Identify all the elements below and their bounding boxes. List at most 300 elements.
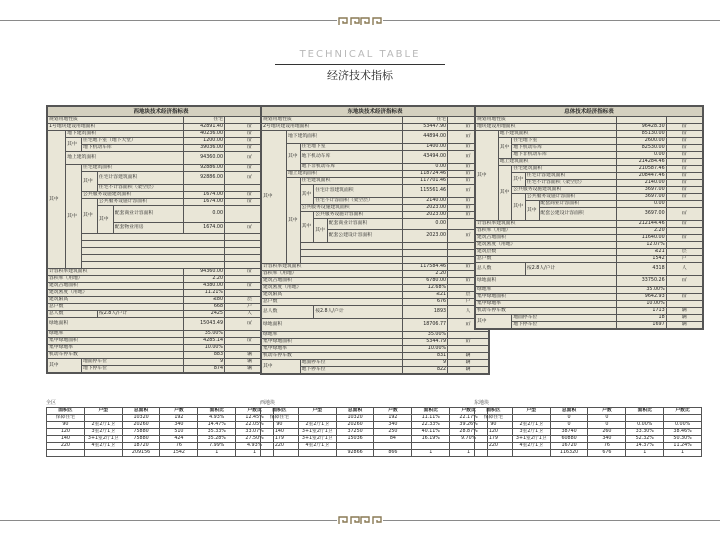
table-cell: 4室2厅1卫	[84, 443, 122, 450]
table-cell: 33750.26	[616, 276, 666, 287]
column-header: 户型	[512, 408, 550, 415]
west-unit-table	[260, 407, 488, 457]
table-cell: 20260	[336, 422, 374, 429]
table-cell: 绿地率	[476, 287, 617, 294]
column-header: 总面积	[550, 408, 588, 415]
table-cell: 规划用地性质	[48, 117, 184, 124]
table-cell: 公共服务设施计容面积	[97, 199, 183, 206]
table-cell: ㎡	[666, 276, 702, 287]
table-cell: 28.87%	[450, 429, 488, 436]
table-cell: 2600.00	[616, 138, 666, 145]
table-cell: 209156	[122, 450, 160, 457]
table-cell: 其中	[48, 359, 82, 373]
table-cell: ㎡	[225, 152, 275, 165]
table-row	[47, 436, 274, 443]
table-cell	[336, 443, 374, 450]
table-row	[261, 450, 488, 457]
table-cell: 866	[374, 450, 412, 457]
table-cell: 其中	[286, 178, 300, 264]
table-cell: 人	[225, 311, 275, 318]
table-cell: 集中绿地面积	[48, 338, 184, 345]
table-cell: 11640.00	[616, 235, 666, 242]
table-cell: 90	[47, 422, 85, 429]
east-unit-section	[474, 400, 702, 457]
table-cell: 1713	[616, 308, 666, 315]
west-table	[47, 106, 275, 373]
table-cell: 0.00	[616, 152, 666, 159]
table-cell: 27.50%	[236, 436, 274, 443]
table-cell: 住宅不计容面积（架空层）	[97, 185, 183, 192]
column-header: 户型	[298, 408, 336, 415]
table-cell: 0	[550, 422, 588, 429]
column-header: 户数比	[450, 408, 488, 415]
table-cell: 35.28%	[198, 436, 236, 443]
table-cell: 883	[184, 352, 225, 359]
table-cell: 其中	[66, 165, 82, 269]
table-cell: 地下非机动车库	[512, 152, 616, 159]
table-cell	[664, 415, 702, 422]
table-cell: 0	[588, 415, 626, 422]
table-cell: 集中绿地率	[48, 345, 184, 352]
table-row	[47, 415, 274, 422]
column-header: 面积比	[412, 408, 450, 415]
table-cell: 配套物业用房	[113, 223, 183, 234]
table-cell: 2.20	[402, 271, 447, 278]
table-cell: 39036.00	[184, 145, 225, 152]
table-cell: 76	[588, 443, 626, 450]
table-cell: 2023.00	[402, 212, 447, 219]
table-cell: 9	[184, 359, 225, 366]
table-cell	[412, 443, 450, 450]
table-cell: 3697.00	[616, 187, 666, 194]
table-cell: 510	[160, 429, 198, 436]
table-cell: 16720	[550, 443, 588, 450]
table-cell: 1	[626, 450, 664, 457]
table-cell: 层	[666, 249, 702, 256]
table-cell: 2140.00	[616, 180, 666, 187]
table-cell: 1	[664, 450, 702, 457]
table-cell: 2室2厅1卫	[298, 422, 336, 429]
table-cell: 住宅	[402, 117, 447, 124]
table-cell: 179	[475, 436, 513, 443]
table-cell: 建筑限高	[48, 297, 184, 304]
table-cell: 总人数	[48, 311, 98, 318]
table-cell: 82530.00	[616, 145, 666, 152]
table-cell: 建筑限高	[262, 292, 403, 299]
table-cell: 208447.46	[616, 173, 666, 180]
table-cell	[47, 450, 85, 457]
table-cell: ㎡	[666, 208, 702, 221]
table-cell: 地面停车位	[82, 359, 184, 366]
table-cell: 辆	[666, 315, 702, 322]
table-cell: 其中	[300, 212, 314, 243]
table-cell: 33.07%	[236, 429, 274, 436]
table-cell: 424	[160, 436, 198, 443]
table-cell: 10.00%	[616, 301, 666, 308]
all-unit-table	[46, 407, 274, 457]
table-cell	[261, 450, 299, 457]
table-cell: 保障住宅	[261, 415, 299, 422]
table-cell: 层	[448, 292, 489, 299]
table-cell: 配套公建设计容面积	[327, 230, 402, 243]
table-cell: 配套商业计容面积	[327, 219, 402, 230]
table-cell: 10.00%	[184, 345, 225, 352]
table-cell: 其中	[476, 315, 512, 329]
table-cell	[84, 415, 122, 422]
table-cell: 总户数	[48, 304, 184, 311]
table-cell: 115561.46	[402, 185, 447, 198]
table-cell: 建筑占地面积	[262, 278, 403, 285]
table-cell: 40.11%	[412, 429, 450, 436]
table-cell: 2室2厅1卫	[512, 422, 550, 429]
column-header: 面积区	[47, 408, 85, 415]
table-cell: 14.47%	[198, 422, 236, 429]
table-cell: ㎡	[666, 131, 702, 138]
table-cell: 0.00%	[664, 422, 702, 429]
table-row	[261, 422, 488, 429]
table-cell: 户	[666, 256, 702, 263]
table-cell: ㎡	[225, 124, 275, 131]
table-cell: 2.20	[616, 228, 666, 235]
table-cell: ≤80	[184, 297, 225, 304]
table-cell: 按2.8人/户计	[525, 263, 616, 276]
table-cell: 建筑层数	[476, 249, 617, 256]
table-cell: 214284.46	[616, 159, 666, 166]
table-cell: ㎡	[225, 283, 275, 290]
table-cell: 1400.00	[402, 144, 447, 151]
table-cell: 37250	[336, 429, 374, 436]
table-cell: 117584.46	[402, 264, 447, 271]
table-cell: 建筑密度（用地）	[476, 242, 617, 249]
table-cell: 192	[374, 415, 412, 422]
table-cell: 住宅不计容面积（架空层）	[525, 180, 616, 187]
table-cell: 其中	[512, 194, 526, 221]
table-cell: 140	[47, 436, 85, 443]
column-header: 户型	[84, 408, 122, 415]
table-cell: 地下停车位	[300, 367, 402, 374]
table-cell: 其中	[286, 144, 300, 171]
table-cell: ≤21	[616, 249, 666, 256]
table-cell: 保障住宅	[47, 415, 85, 422]
table-cell: 75880	[122, 436, 160, 443]
table-cell: ㎡	[666, 187, 702, 194]
table-cell: 117701.46	[402, 178, 447, 185]
table-cell: 地下建筑面积	[498, 131, 616, 138]
table-row	[475, 429, 702, 436]
table-cell: 其中	[314, 219, 328, 243]
table-cell: 2425	[184, 311, 225, 318]
table-row	[47, 443, 274, 450]
section-label: 东地块	[474, 400, 490, 406]
table-cell: 配套商业计容面积	[539, 201, 616, 208]
table-cell: 1674.00	[184, 192, 225, 199]
table-cell: 其中	[66, 138, 82, 152]
table-cell: 住宅	[184, 117, 225, 124]
table-cell: 3+1室2厅1卫	[84, 436, 122, 443]
table-row	[47, 422, 274, 429]
table-cell: 76	[160, 443, 198, 450]
table-cell	[374, 443, 412, 450]
table-cell: 总户数	[262, 299, 403, 306]
table-row	[47, 429, 274, 436]
column-header: 总面积	[336, 408, 374, 415]
table-cell: 地上建筑面积	[66, 152, 184, 165]
table-cell: 建筑占地面积	[476, 235, 617, 242]
table-cell: 220	[261, 443, 299, 450]
table-cell: 总人数	[262, 306, 314, 319]
table-cell: 1	[236, 450, 274, 457]
table-cell: 120	[475, 429, 513, 436]
table-cell: 52.32%	[626, 436, 664, 443]
table-row	[475, 450, 702, 457]
table-cell: 92886.00	[184, 165, 225, 172]
table-cell: 4.93%	[236, 443, 274, 450]
all-unit-section	[46, 400, 274, 457]
table-cell: 其中	[300, 185, 314, 205]
table-cell: 住宅地下室（地下大堂）	[82, 138, 184, 145]
table-cell: ㎡	[448, 205, 489, 212]
table-cell: 96428.30	[616, 124, 666, 131]
table-cell: 规划用地性质	[262, 117, 403, 124]
table-cell: 35.00%	[616, 287, 666, 294]
table-cell: 住宅计容建筑面积	[314, 185, 403, 198]
table-cell: 辆	[225, 352, 275, 359]
table-cell: 集中绿地率	[476, 301, 617, 308]
table-cell: 6780.00	[402, 278, 447, 285]
table-cell: 辆	[448, 360, 489, 367]
table-cell: 其中	[498, 138, 512, 159]
table-cell: 20260	[122, 422, 160, 429]
table-cell: 15036	[336, 436, 374, 443]
table-cell: 92866	[336, 450, 374, 457]
table-cell: 9.70%	[450, 436, 488, 443]
table-cell: 其中	[525, 201, 539, 221]
table-cell: ㎡	[448, 319, 489, 332]
table-cell: 44894.00	[402, 131, 447, 144]
table-cell: 192	[160, 415, 198, 422]
column-header: 面积比	[198, 408, 236, 415]
table-cell: 地上建筑面积	[286, 171, 402, 178]
table-cell: 其中	[498, 166, 512, 221]
table-cell: 公共服务设施建筑面积	[512, 187, 616, 194]
table-cell: 3室2厅1卫	[84, 429, 122, 436]
table-cell: 公共服务设施计容面积	[314, 212, 403, 219]
table-cell: 3697.00	[616, 194, 666, 201]
table-cell: ㎡	[225, 145, 275, 152]
table-cell: 22.33%	[412, 422, 450, 429]
table-cell: 84	[374, 436, 412, 443]
table-cell: 60880	[550, 436, 588, 443]
table-cell: 其中	[262, 360, 301, 374]
table-cell: 38.46%	[664, 429, 702, 436]
table-cell: 容积率（用地）	[262, 271, 403, 278]
table-cell: 户	[448, 299, 489, 306]
table-cell: ㎡	[666, 145, 702, 152]
table-cell: 地下机动车库	[82, 145, 184, 152]
table-cell: 0.00	[616, 201, 666, 208]
table-cell: 1200.00	[184, 138, 225, 145]
table-cell: 16.19%	[412, 436, 450, 443]
table-cell: 辆	[666, 322, 702, 329]
table-cell: 住宅地下室	[300, 144, 402, 151]
table-cell: 其中	[262, 131, 287, 264]
table-cell: 总人数	[476, 263, 526, 276]
table-cell: 11.11%	[412, 415, 450, 422]
table-cell: 9642.93	[616, 294, 666, 301]
table-cell: 配套商业计容面积	[113, 206, 183, 223]
table-cell: 12.07%	[616, 242, 666, 249]
table-cell: ㎡	[448, 212, 489, 219]
table-cell: 2.20	[184, 276, 225, 283]
column-header: 户数比	[236, 408, 274, 415]
section-label: 全区	[46, 400, 57, 406]
table-cell: 250	[374, 429, 412, 436]
table-cell: 计容积率建筑面积	[262, 264, 403, 271]
table-cell: 220	[47, 443, 85, 450]
table-row	[261, 436, 488, 443]
table-cell: ㎡	[448, 164, 489, 171]
table-cell: 668	[184, 304, 225, 311]
table-cell: ㎡	[225, 192, 275, 199]
table-cell: 公共服务设施建筑面积	[82, 192, 184, 199]
table-cell: 地下停车位	[82, 366, 184, 373]
table-cell: 层	[225, 297, 275, 304]
table-cell: ㎡	[448, 144, 489, 151]
table-cell: 住宅计容建筑面积	[97, 172, 183, 185]
table-cell: 绿地率	[262, 332, 403, 339]
table-cell: ㎡	[225, 318, 275, 331]
table-cell: ㎡	[225, 131, 275, 138]
column-header: 户数比	[664, 408, 702, 415]
table-cell: 1	[450, 450, 488, 457]
table-cell: 地下机动车库	[300, 151, 402, 164]
table-cell: 75880	[122, 429, 160, 436]
table-cell: 0.00	[402, 164, 447, 171]
table-cell: 2023.00	[402, 205, 447, 212]
table-cell: 0	[550, 415, 588, 422]
table-cell: 11.24%	[664, 443, 702, 450]
header-divider	[275, 64, 445, 65]
table-row	[261, 429, 488, 436]
table-cell: 35.33%	[198, 429, 236, 436]
table-cell: 179	[261, 436, 299, 443]
table-cell: 35.00%	[184, 331, 225, 338]
table-cell: 1号地块建设用地面积	[48, 124, 184, 131]
column-header: 总面积	[122, 408, 160, 415]
table-cell	[298, 415, 336, 422]
table-cell: 42891.40	[184, 124, 225, 131]
table-cell: ㎡	[448, 278, 489, 285]
table-cell: ㎡	[225, 165, 275, 172]
table-cell: 2023.00	[402, 230, 447, 243]
table-cell: ㎡	[666, 294, 702, 301]
table-row	[475, 443, 702, 450]
table-cell: 住宅地下室	[512, 138, 616, 145]
table-row	[261, 443, 488, 450]
table-cell: 1697	[616, 322, 666, 329]
table-cell: 340	[588, 436, 626, 443]
west-panel	[46, 105, 276, 374]
table-cell: 85130.00	[616, 131, 666, 138]
table-cell: ㎡	[225, 138, 275, 145]
table-cell: 22.05%	[236, 422, 274, 429]
table-cell: 676	[588, 450, 626, 457]
table-cell: 其中	[512, 173, 526, 187]
table-cell: 18	[616, 315, 666, 322]
table-cell: 保障住宅	[475, 415, 513, 422]
table-cell: 2号地块建设用地面积	[262, 124, 403, 131]
table-cell	[298, 450, 336, 457]
table-cell: 地下非机动车库	[300, 164, 402, 171]
east-unit-table	[474, 407, 702, 457]
table-cell: 11.21%	[184, 290, 225, 297]
table-cell: 120	[47, 429, 85, 436]
table-cell: 地块建设用地面积	[476, 124, 617, 131]
table-cell: 2室2厅1卫	[84, 422, 122, 429]
table-cell: 地下机动车库	[512, 145, 616, 152]
total-panel	[474, 105, 704, 330]
table-cell: 地下停车位	[512, 322, 616, 329]
table-cell: ㎡	[448, 124, 489, 131]
table-cell: ㎡	[225, 223, 275, 234]
table-cell: 18706.77	[402, 319, 447, 332]
table-cell	[512, 415, 550, 422]
table-cell: 3697.00	[616, 208, 666, 221]
table-cell: 其中	[48, 131, 66, 269]
table-cell: 212144.46	[616, 221, 666, 228]
table-cell: 53447.90	[402, 124, 447, 131]
table-cell: 12.45%	[236, 415, 274, 422]
table-cell: 建筑密度（用地）	[48, 290, 184, 297]
header-chinese: 经济技术指标	[327, 69, 393, 82]
table-cell: 按2.8人/户计	[314, 306, 403, 319]
table-cell: 集中绿地面积	[476, 294, 617, 301]
west-unit-section	[260, 400, 488, 457]
table-cell: 户	[225, 304, 275, 311]
table-cell: 874	[184, 366, 225, 373]
table-cell: 住宅建筑面积	[82, 165, 184, 172]
table-cell: ㎡	[666, 124, 702, 131]
table-cell: 38740	[550, 429, 588, 436]
table-cell: 地下建筑面积	[66, 131, 184, 138]
column-header: 面积区	[261, 408, 299, 415]
table-cell: 4380.00	[184, 283, 225, 290]
section-label: 西地块	[260, 400, 276, 406]
table-cell: ㎡	[448, 185, 489, 198]
table-cell: 4室2厅1卫	[298, 443, 336, 450]
table-cell: 1	[412, 450, 450, 457]
total-table	[475, 106, 703, 329]
table-cell: 3+1室2厅1卫	[298, 436, 336, 443]
table-cell: 1674.00	[184, 199, 225, 206]
table-cell: ㎡	[666, 159, 702, 166]
header-english: TECHNICAL TABLE	[299, 49, 421, 60]
table-cell: 其中	[82, 172, 98, 192]
table-cell: 4.93%	[198, 415, 236, 422]
table-cell: 3+1室2厅1卫	[298, 429, 336, 436]
table-cell: ㎡	[666, 235, 702, 242]
table-cell	[626, 415, 664, 422]
table-cell: ㎡	[666, 152, 702, 159]
table-cell: ㎡	[225, 269, 275, 276]
table-cell: 住宅不计容面积（架空层）	[314, 198, 403, 205]
table-cell: 容积率（用地）	[48, 276, 184, 283]
table-cell: 辆	[225, 359, 275, 366]
table-cell: 其中	[82, 199, 98, 234]
table-cell: 辆	[448, 353, 489, 360]
table-cell: 配套公建设计容面积	[539, 208, 616, 221]
table-cell: 公共服务设施建筑面积	[300, 205, 402, 212]
